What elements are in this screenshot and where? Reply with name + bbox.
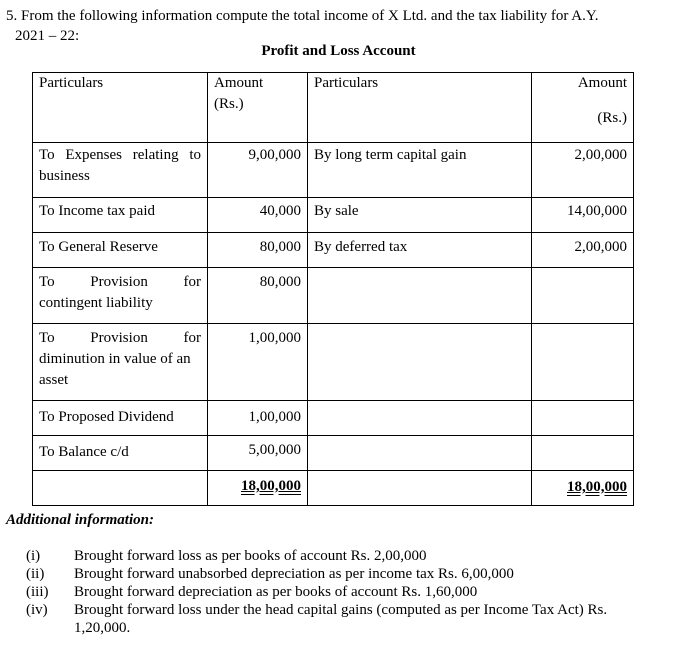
total-left-amount: [208, 471, 308, 506]
list-item-number: (ii): [26, 566, 45, 582]
row-1-amount: 9,00,000: [208, 143, 308, 198]
row-5-particulars-line-b: diminution in value of an: [39, 351, 191, 367]
row-6-right-amount: [532, 401, 634, 436]
row-1-right-particulars: By long term capital gain: [308, 143, 532, 198]
list-item: [26, 547, 666, 565]
table-row: [33, 268, 634, 324]
row-5-right-amount: [532, 324, 634, 401]
row-3-right-particulars: By deferred tax: [308, 233, 532, 268]
list-item: [26, 583, 666, 601]
row-7-right-amount: [532, 436, 634, 471]
list-item: [26, 565, 666, 583]
row-4-particulars-line-b: contingent liability: [39, 295, 153, 311]
row-5-particulars-line-a: To Provision for: [39, 330, 201, 346]
row-1-right-amount: 2,00,000: [532, 143, 634, 198]
row-7-right-particulars: [308, 436, 532, 471]
row-1-particulars: [33, 143, 208, 198]
row-2-right-particulars: By sale: [308, 198, 532, 233]
table-row: [33, 401, 634, 436]
row-4-particulars-line-a: To Provision for: [39, 274, 201, 290]
additional-info-list: [26, 547, 666, 637]
table-title: Profit and Loss Account: [261, 43, 416, 59]
additional-info-heading: Additional information:: [6, 512, 154, 528]
row-6-amount: 1,00,000: [208, 401, 308, 436]
list-item-text: Brought forward unabsorbed depreciation as per income tax Rs. 6,00,000: [74, 566, 514, 582]
list-item-text: Brought forward depreciation as per books of account Rs. 1,60,000: [74, 584, 478, 600]
row-4-amount: 80,000: [208, 268, 308, 324]
row-5-particulars-line-c: asset: [39, 372, 69, 388]
row-6-particulars: To Proposed Dividend: [33, 401, 208, 436]
table-total-row: [33, 471, 634, 506]
header-particulars-right: Particulars: [308, 73, 532, 143]
row-5-particulars: [33, 324, 208, 401]
row-2-particulars: To Income tax paid: [33, 198, 208, 233]
header-amount-right: [532, 73, 634, 143]
question-line-1: 5. From the following information compute the total income of X Ltd. and the tax liability for A.Y.: [6, 8, 599, 24]
row-3-particulars: To General Reserve: [33, 233, 208, 268]
row-5-right-particulars: [308, 324, 532, 401]
row-3-amount: 80,000: [208, 233, 308, 268]
table-row: [33, 198, 634, 233]
list-item-number: (iii): [26, 584, 49, 600]
question-line-2: 2021 – 22:: [15, 28, 80, 44]
row-2-right-amount: 14,00,000: [532, 198, 634, 233]
table-header-row: [33, 73, 634, 143]
table-row: [33, 233, 634, 268]
row-1-particulars-line-b: business: [39, 168, 90, 184]
table-row: [33, 324, 634, 401]
question-text: [6, 6, 666, 46]
table-row: [33, 436, 634, 471]
row-4-particulars: [33, 268, 208, 324]
total-right-amount: [532, 471, 634, 506]
table-row: [33, 143, 634, 198]
row-7-amount: 5,00,000: [208, 436, 308, 471]
header-particulars-left: Particulars: [33, 73, 208, 143]
header-amount-left-unit: (Rs.): [214, 96, 244, 112]
total-right-value: 18,00,000: [567, 479, 627, 495]
row-1-particulars-line-a: To Expenses relating to: [39, 147, 201, 163]
header-amount-right-unit: (Rs.): [597, 110, 627, 126]
header-amount-left: [208, 73, 308, 143]
total-left-particulars: [33, 471, 208, 506]
list-item-number: (iv): [26, 602, 48, 618]
total-right-particulars: [308, 471, 532, 506]
row-3-right-amount: 2,00,000: [532, 233, 634, 268]
row-6-right-particulars: [308, 401, 532, 436]
row-5-amount: 1,00,000: [208, 324, 308, 401]
row-2-amount: 40,000: [208, 198, 308, 233]
row-7-particulars: To Balance c/d: [33, 436, 208, 471]
list-item: [26, 601, 666, 637]
profit-loss-table: [32, 72, 634, 506]
row-4-right-particulars: [308, 268, 532, 324]
row-4-right-amount: [532, 268, 634, 324]
list-item-number: (i): [26, 548, 41, 564]
header-amount-right-label: Amount: [577, 75, 627, 91]
list-item-text: Brought forward loss as per books of account Rs. 2,00,000: [74, 548, 427, 564]
list-item-text: Brought forward loss under the head capital gains (computed as per Income Tax Act) Rs. 1,20,000.: [74, 602, 608, 636]
header-amount-left-label: Amount: [214, 75, 264, 91]
total-left-value: 18,00,000: [241, 478, 301, 494]
